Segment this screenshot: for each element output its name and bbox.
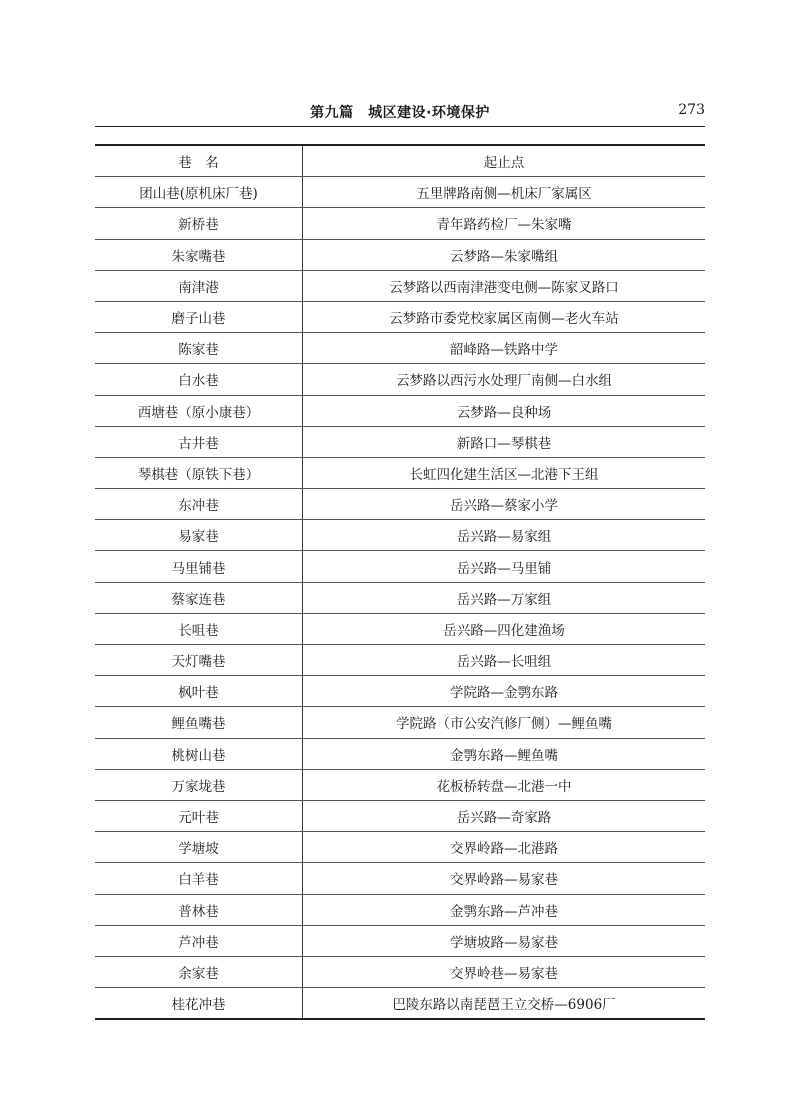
route-cell: 学院路（市公安汽修厂侧）—鲤鱼嘴: [303, 707, 706, 738]
route-cell: 岳兴路—奇家路: [303, 800, 706, 831]
route-cell: 岳兴路—易家组: [303, 520, 706, 551]
street-name-cell: 桃树山巷: [95, 738, 303, 769]
street-name-cell: 琴棋巷（原铁下巷）: [95, 457, 303, 488]
table-row: [95, 707, 705, 738]
table-row: [95, 800, 705, 831]
street-name-cell: 团山巷(原机床厂巷): [95, 177, 303, 208]
route-cell: 云梦路以西南津港变电侧—陈家叉路口: [303, 270, 706, 301]
table-row: [95, 956, 705, 987]
route-cell: 岳兴路—万家组: [303, 582, 706, 613]
street-name-cell: 天灯嘴巷: [95, 645, 303, 676]
street-name-cell: 南津港: [95, 270, 303, 301]
route-cell: 云梦路以西污水处理厂南侧—白水组: [303, 364, 706, 395]
table-row: [95, 769, 705, 800]
table-row: [95, 863, 705, 894]
route-cell: 云梦路—朱家嘴组: [303, 239, 706, 270]
route-cell: 岳兴路—蔡家小学: [303, 489, 706, 520]
route-cell: 岳兴路—四化建渔场: [303, 613, 706, 644]
street-name-cell: 马里铺巷: [95, 551, 303, 582]
street-name-cell: 朱家嘴巷: [95, 239, 303, 270]
table-row: [95, 676, 705, 707]
street-name-cell: 余家巷: [95, 956, 303, 987]
table-row: [95, 364, 705, 395]
street-name-cell: 西塘巷（原小康巷）: [95, 395, 303, 426]
table-row: [95, 333, 705, 364]
street-name-cell: 白水巷: [95, 364, 303, 395]
table-row: [95, 582, 705, 613]
route-cell: 云梦路—良种场: [303, 395, 706, 426]
table-row: [95, 925, 705, 956]
table-row: [95, 988, 705, 1020]
table-row: [95, 738, 705, 769]
route-cell: 巴陵东路以南琵琶王立交桥—6906厂: [303, 988, 706, 1020]
table-row: [95, 426, 705, 457]
table-row: [95, 894, 705, 925]
table-row: [95, 208, 705, 239]
column-header-name: 巷 名: [95, 145, 303, 177]
route-cell: 岳兴路—马里铺: [303, 551, 706, 582]
route-cell: 金鹗东路—芦冲巷: [303, 894, 706, 925]
route-cell: 五里牌路南侧—机床厂家属区: [303, 177, 706, 208]
table-row: [95, 645, 705, 676]
street-name-cell: 易家巷: [95, 520, 303, 551]
table-row: [95, 520, 705, 551]
route-cell: 青年路药检厂—朱家嘴: [303, 208, 706, 239]
route-cell: 学院路—金鹗东路: [303, 676, 706, 707]
table-row: [95, 239, 705, 270]
chapter-title: 第九篇 城区建设·环境保护: [310, 105, 490, 121]
street-name-cell: 长咀巷: [95, 613, 303, 644]
page-header: [95, 100, 705, 124]
table-header-row: [95, 145, 705, 177]
street-name-cell: 蔡家连巷: [95, 582, 303, 613]
street-name-cell: 元叶巷: [95, 800, 303, 831]
page-number: 273: [678, 102, 705, 118]
column-header-route: 起止点: [303, 145, 706, 177]
street-name-cell: 古井巷: [95, 426, 303, 457]
header-rule: [95, 126, 705, 127]
street-name-cell: 白羊巷: [95, 863, 303, 894]
table-body: [95, 177, 705, 1020]
table-row: [95, 270, 705, 301]
street-name-cell: 新桥巷: [95, 208, 303, 239]
street-name-cell: 陈家巷: [95, 333, 303, 364]
street-name-cell: 学塘坡: [95, 832, 303, 863]
table-row: [95, 551, 705, 582]
street-name-cell: 普林巷: [95, 894, 303, 925]
route-cell: 韶峰路—铁路中学: [303, 333, 706, 364]
table-row: [95, 395, 705, 426]
route-cell: 长虹四化建生活区—北港下王组: [303, 457, 706, 488]
route-cell: 交界岭路—易家巷: [303, 863, 706, 894]
route-cell: 交界岭路—北港路: [303, 832, 706, 863]
route-cell: 岳兴路—长咀组: [303, 645, 706, 676]
table-row: [95, 832, 705, 863]
table-row: [95, 489, 705, 520]
street-name-cell: 枫叶巷: [95, 676, 303, 707]
streets-table: [95, 144, 705, 1020]
street-name-cell: 东冲巷: [95, 489, 303, 520]
route-cell: 新路口—琴棋巷: [303, 426, 706, 457]
street-name-cell: 磨子山巷: [95, 301, 303, 332]
table-row: [95, 177, 705, 208]
route-cell: 交界岭巷—易家巷: [303, 956, 706, 987]
route-cell: 花板桥转盘—北港一中: [303, 769, 706, 800]
route-cell: 云梦路市委党校家属区南侧—老火车站: [303, 301, 706, 332]
table-row: [95, 457, 705, 488]
street-name-cell: 芦冲巷: [95, 925, 303, 956]
table-row: [95, 613, 705, 644]
route-cell: 金鹗东路—鲤鱼嘴: [303, 738, 706, 769]
street-name-cell: 桂花冲巷: [95, 988, 303, 1020]
street-name-cell: 鲤鱼嘴巷: [95, 707, 303, 738]
street-name-cell: 万家垅巷: [95, 769, 303, 800]
table-row: [95, 301, 705, 332]
route-cell: 学塘坡路—易家巷: [303, 925, 706, 956]
